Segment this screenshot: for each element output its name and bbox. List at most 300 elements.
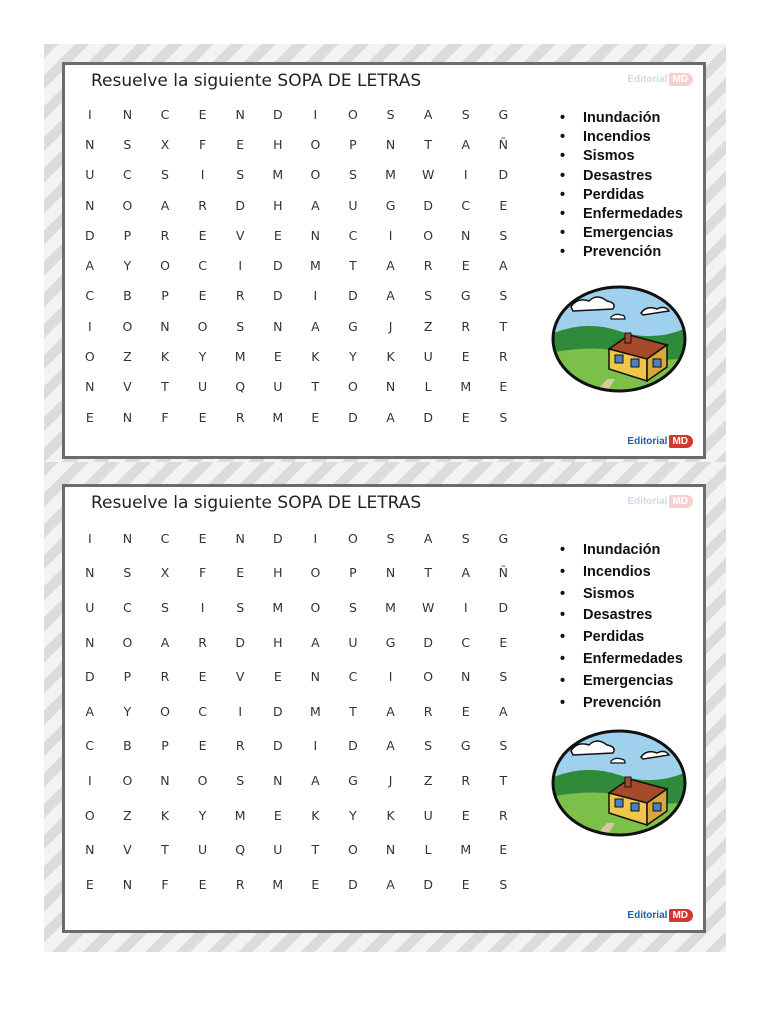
grid-letter: C [348,669,358,685]
word-list-item [557,671,683,693]
grid-letter: D [272,288,283,304]
worksheet-title: Resuelve la siguiente SOPA DE LETRAS [91,71,422,91]
grid-letter: M [272,599,284,615]
grid-letter: T [311,379,320,395]
grid-letter: D [348,288,358,304]
grid-letter: I [313,288,318,304]
grid-letter: C [198,703,207,719]
word-list-item [557,224,683,243]
word-label: Incendios [583,563,651,580]
grid-letter: N [122,106,133,122]
grid-letter: M [272,167,284,183]
grid-letter: E [236,565,245,581]
bullet-dot-icon: • [560,206,566,223]
word-list [557,540,683,714]
word-list-item [557,540,683,562]
word-list-item [557,243,683,262]
grid-letter: A [311,197,320,213]
grid-letter: F [198,565,207,581]
grid-letter: E [311,876,320,892]
grid-letter: Y [198,807,207,823]
grid-letter: R [461,318,471,334]
word-list-item [557,186,683,205]
grid-letter: A [386,876,395,892]
grid-letter: I [313,530,318,546]
grid-letter: V [123,379,132,395]
grid-letter: D [84,227,95,243]
grid-letter: H [273,634,283,650]
grid-letter: U [85,167,95,183]
grid-letter: D [235,634,245,650]
grid-letter: S [499,738,508,754]
grid-letter: E [198,288,207,304]
grid-letter: S [499,409,508,425]
grid-letter: D [348,876,358,892]
grid-letter: N [85,379,95,395]
grid-letter: P [123,669,132,685]
grid-letter: U [273,842,283,858]
bullet-dot-icon: • [560,225,566,242]
bullet-dot-icon: • [560,167,566,184]
grid-letter: M [234,349,246,365]
grid-letter: J [388,318,393,334]
grid-letter: C [348,227,358,243]
grid-letter: O [348,379,358,395]
bullet-dot-icon: • [560,607,566,624]
grid-letter: M [272,876,284,892]
grid-letter: H [273,136,283,152]
word-list-item [557,147,683,166]
grid-letter: U [423,807,433,823]
grid-letter: S [386,106,395,122]
grid-letter: N [122,530,133,546]
grid-letter: O [122,318,133,334]
publisher-logo: Editorial MD [627,909,693,922]
grid-letter: A [311,634,320,650]
grid-letter: P [123,227,132,243]
grid-letter: D [423,876,433,892]
bullet-dot-icon: • [560,629,566,646]
word-label: Enfermedades [583,650,683,667]
grid-letter: D [272,530,283,546]
grid-letter: E [273,349,282,365]
grid-letter: A [461,565,471,581]
worksheet-bottom [44,462,726,952]
grid-letter: A [423,530,433,546]
grid-letter: O [423,227,434,243]
grid-letter: R [423,258,433,274]
grid-letter: S [236,599,245,615]
grid-letter: N [122,409,133,425]
grid-letter: N [273,772,283,788]
grid-letter: I [463,167,468,183]
grid-letter: I [388,669,393,685]
grid-letter: N [385,136,396,152]
grid-letter: C [198,258,207,274]
grid-letter: M [234,807,246,823]
grid-letter: Y [123,703,132,719]
grid-letter: I [313,738,318,754]
grid-letter: K [311,349,320,365]
grid-letter: M [272,409,284,425]
grid-letter: N [85,136,95,152]
house-in-landscape-icon [549,727,689,843]
grid-letter: A [386,738,395,754]
grid-letter: S [499,669,508,685]
grid-letter: E [198,738,207,754]
word-list-item [557,562,683,584]
grid-letter: F [161,409,169,425]
grid-letter: O [310,565,321,581]
grid-letter: O [122,772,133,788]
grid-letter: A [386,258,395,274]
grid-letter: Y [349,349,357,365]
bullet-dot-icon: • [560,585,566,602]
grid-letter: O [348,530,358,546]
grid-letter: M [385,599,396,615]
grid-letter: S [499,227,508,243]
grid-letter: S [424,288,433,304]
grid-letter: K [311,807,320,823]
grid-letter: T [161,379,169,395]
grid-letter: B [123,738,132,754]
grid-letter: O [122,634,133,650]
grid-letter: K [160,349,170,365]
grid-letter: O [160,703,170,719]
grid-letter: O [423,669,434,685]
grid-letter: T [499,772,508,788]
grid-letter: C [160,106,170,122]
grid-letter: Z [123,349,132,365]
grid-letter: N [385,842,396,858]
grid-letter: A [85,703,95,719]
bullet-dot-icon: • [560,129,566,146]
grid-letter: I [87,106,92,122]
grid-letter: K [386,807,395,823]
grid-letter: R [235,738,245,754]
bullet-dot-icon: • [560,244,566,261]
grid-letter: T [349,703,357,719]
grid-letter: R [235,876,245,892]
grid-letter: Q [235,842,246,858]
word-label: Perdidas [583,629,645,646]
grid-letter: E [461,703,470,719]
grid-letter: U [85,599,95,615]
grid-letter: R [235,288,245,304]
word-label: Enfermedades [583,206,683,223]
grid-letter: N [310,669,321,685]
word-list [557,109,683,263]
grid-letter: M [460,842,472,858]
word-label: Incendios [583,129,651,146]
grid-letter: I [388,227,393,243]
grid-letter: N [160,772,170,788]
word-list-item [557,693,683,715]
grid-letter: Y [349,807,357,823]
grid-letter: O [348,842,358,858]
grid-letter: C [85,288,95,304]
grid-letter: O [160,258,170,274]
grid-letter: S [161,599,169,615]
grid-letter: E [198,669,207,685]
grid-letter: D [272,703,283,719]
grid-letter: I [87,772,92,788]
grid-letter: A [386,288,395,304]
grid-letter: C [160,530,170,546]
grid-letter: S [236,318,245,334]
grid-letter: A [386,703,395,719]
grid-letter: E [461,349,470,365]
grid-letter: I [200,599,205,615]
grid-letter: D [423,197,433,213]
grid-letter: N [385,565,396,581]
grid-letter: D [348,738,358,754]
grid-letter: E [85,409,94,425]
grid-letter: R [198,634,207,650]
grid-letter: G [348,772,358,788]
grid-letter: E [461,876,470,892]
word-list-item [557,649,683,671]
grid-letter: A [311,772,320,788]
grid-letter: R [461,772,471,788]
grid-letter: D [272,258,283,274]
grid-letter: Q [235,379,246,395]
word-label: Emergencias [583,672,674,689]
word-list-item [557,584,683,606]
grid-letter: S [348,167,357,183]
grid-letter: D [498,167,509,183]
grid-letter: J [388,772,393,788]
grid-letter: S [424,738,433,754]
grid-letter: R [498,349,508,365]
grid-letter: D [272,738,283,754]
grid-letter: I [200,167,205,183]
grid-letter: Ñ [498,136,508,152]
grid-letter: G [460,288,471,304]
grid-letter: O [84,349,95,365]
grid-letter: O [310,167,321,183]
word-list-item [557,128,683,147]
grid-letter: W [421,167,435,183]
word-list-item [557,627,683,649]
grid-letter: D [235,197,245,213]
grid-letter: I [87,530,92,546]
worksheet-top [44,44,726,462]
grid-letter: L [424,379,432,395]
grid-letter: U [348,634,358,650]
grid-letter: N [85,842,95,858]
grid-letter: G [498,530,509,546]
grid-letter: A [85,258,95,274]
grid-letter: X [160,565,170,581]
letter-grid [71,521,541,902]
grid-letter: A [311,318,320,334]
grid-letter: E [198,530,207,546]
grid-letter: T [499,318,508,334]
grid-letter: E [311,409,320,425]
publisher-logo: Editorial MD [627,435,693,448]
grid-letter: R [160,669,170,685]
grid-letter: A [423,106,433,122]
grid-letter: C [461,197,471,213]
grid-letter: O [122,197,133,213]
word-label: Prevención [583,244,662,261]
grid-letter: S [499,288,508,304]
worksheet-card [62,62,706,459]
bullet-dot-icon: • [560,542,566,558]
grid-letter: I [238,258,243,274]
word-label: Sismos [583,585,635,602]
grid-letter: S [123,136,132,152]
bullet-dot-icon: • [560,110,566,126]
grid-letter: A [499,258,508,274]
grid-letter: V [235,669,245,685]
grid-letter: N [235,106,245,122]
grid-letter: T [424,565,432,581]
grid-letter: N [85,565,95,581]
grid-letter: T [424,136,432,152]
grid-letter: G [385,634,396,650]
grid-letter: E [461,258,470,274]
grid-letter: S [461,106,470,122]
word-label: Emergencias [583,225,674,242]
grid-letter: U [198,842,208,858]
grid-letter: V [235,227,245,243]
grid-letter: O [310,599,321,615]
grid-letter: U [348,197,358,213]
grid-letter: Z [423,318,433,334]
grid-letter: E [499,379,508,395]
grid-letter: E [461,807,470,823]
grid-letter: F [198,136,207,152]
grid-letter: E [198,409,207,425]
grid-letter: P [161,738,169,754]
grid-letter: N [85,634,95,650]
bullet-dot-icon: • [560,186,566,203]
grid-letter: E [499,197,508,213]
grid-letter: S [161,167,169,183]
grid-letter: B [123,288,132,304]
word-list-item [557,109,683,128]
grid-letter: R [498,807,508,823]
house-in-landscape-icon [549,283,689,399]
grid-letter: U [198,379,208,395]
grid-letter: D [84,669,95,685]
grid-letter: O [197,318,208,334]
grid-letter: Z [123,807,132,823]
bullet-dot-icon: • [560,148,566,165]
grid-letter: E [85,876,94,892]
grid-letter: U [423,349,433,365]
word-label: Inundación [583,542,661,558]
grid-letter: F [161,876,169,892]
grid-letter: A [160,197,170,213]
grid-letter: E [198,876,207,892]
grid-letter: E [198,227,207,243]
word-label: Desastres [583,167,653,184]
letter-grid [71,99,541,432]
grid-letter: E [499,842,508,858]
grid-letter: N [235,530,245,546]
grid-letter: E [236,136,245,152]
grid-letter: O [348,106,358,122]
grid-letter: H [273,565,283,581]
grid-letter: D [348,409,358,425]
worksheet-card [62,484,706,933]
grid-letter: G [348,318,358,334]
word-list-item [557,167,683,186]
grid-letter: G [498,106,509,122]
grid-letter: D [272,106,283,122]
grid-letter: E [273,227,282,243]
grid-letter: R [423,703,433,719]
grid-letter: Z [423,772,433,788]
grid-letter: R [160,227,170,243]
grid-letter: I [87,318,92,334]
grid-letter: N [122,876,133,892]
grid-letter: D [423,634,433,650]
grid-letter: M [309,258,321,274]
grid-letter: C [461,634,471,650]
word-label: Perdidas [583,186,645,203]
grid-letter: K [386,349,395,365]
grid-letter: S [123,565,132,581]
grid-letter: K [160,807,170,823]
grid-letter: P [161,288,169,304]
grid-letter: I [238,703,243,719]
grid-letter: I [463,599,468,615]
grid-letter: D [423,409,433,425]
grid-letter: A [461,136,471,152]
grid-letter: V [123,842,132,858]
grid-letter: T [349,258,357,274]
grid-letter: N [461,227,471,243]
word-label: Sismos [583,148,635,165]
grid-letter: L [424,842,432,858]
grid-letter: S [236,772,245,788]
grid-letter: C [123,599,132,615]
grid-letter: S [236,167,245,183]
grid-letter: M [460,379,472,395]
grid-letter: S [386,530,395,546]
worksheet-title: Resuelve la siguiente SOPA DE LETRAS [91,493,422,513]
grid-letter: E [461,409,470,425]
grid-letter: R [235,409,245,425]
grid-letter: E [198,106,207,122]
grid-letter: T [161,842,169,858]
grid-letter: A [499,703,508,719]
grid-letter: W [421,599,435,615]
grid-letter: N [85,197,95,213]
grid-letter: H [273,197,283,213]
grid-letter: O [197,772,208,788]
grid-letter: S [461,530,470,546]
word-list-item [557,205,683,224]
grid-letter: S [348,599,357,615]
grid-letter: E [273,669,282,685]
watermark-logo: Editorial MD [627,73,693,86]
grid-letter: P [349,565,357,581]
grid-letter: D [498,599,509,615]
grid-letter: T [311,842,320,858]
grid-letter: E [499,634,508,650]
grid-letter: M [385,167,396,183]
grid-letter: N [385,379,396,395]
grid-letter: R [198,197,207,213]
grid-letter: M [309,703,321,719]
grid-letter: N [160,318,170,334]
grid-letter: Ñ [498,565,508,581]
